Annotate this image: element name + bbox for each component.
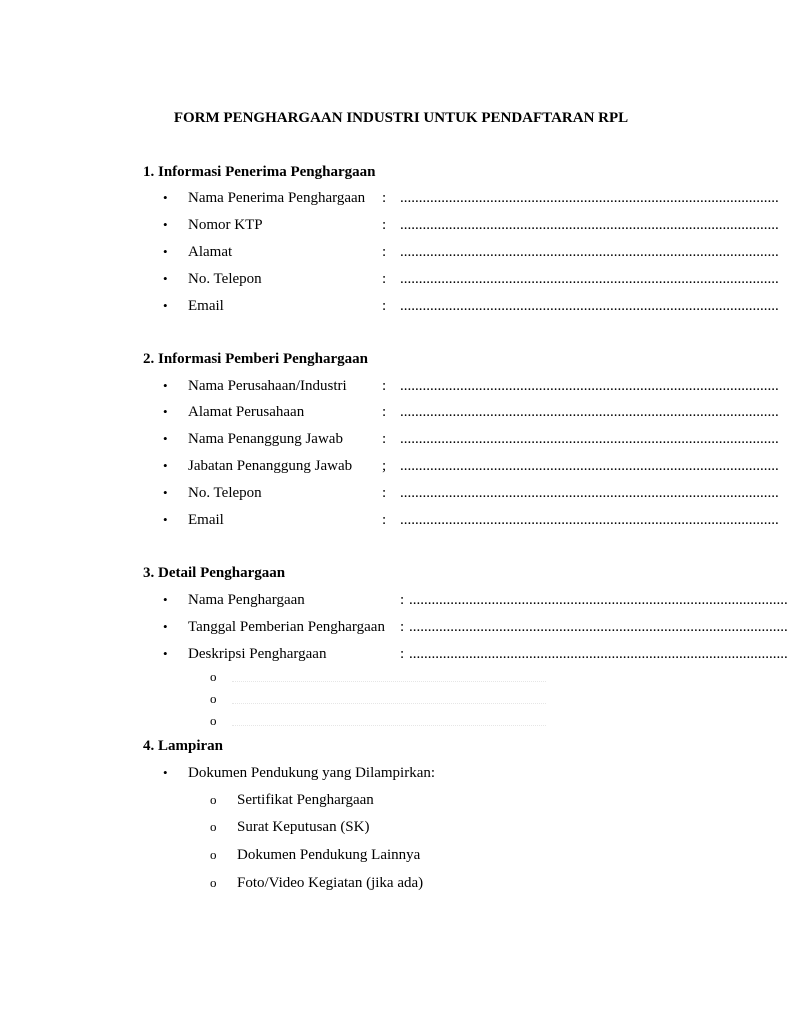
field-separator: ; (382, 458, 387, 474)
sub-bullet: o (210, 669, 217, 684)
field-separator: : (400, 619, 405, 635)
field-row (0, 271, 779, 291)
blank-line[interactable] (232, 681, 546, 682)
bullet: • (163, 619, 168, 634)
sub-list-item (0, 669, 768, 689)
section-4-heading: 4. Lampiran (143, 738, 224, 754)
fill-in-line[interactable]: ..................................................................................................... (400, 404, 779, 420)
field-label: Nama Penanggung Jawab (188, 431, 343, 447)
sub-list-item (0, 875, 768, 895)
fill-in-line[interactable]: ..................................................................................................... (400, 190, 779, 206)
fill-in-line[interactable]: ..................................................................................................... (400, 378, 779, 394)
field-row (0, 458, 779, 478)
section-2-heading: 2. Informasi Pemberi Penghargaan (143, 351, 368, 367)
field-row (0, 244, 779, 264)
blank-line[interactable] (232, 725, 546, 726)
field-separator: : (382, 378, 387, 394)
fill-in-line[interactable]: ..................................................................................................... (400, 512, 779, 528)
field-row (0, 217, 779, 237)
bullet: • (163, 512, 168, 527)
bullet: • (163, 271, 168, 286)
field-separator: : (382, 217, 387, 233)
fill-in-line[interactable]: ..................................................................................................... (400, 485, 779, 501)
field-separator: : (382, 431, 387, 447)
field-label: Jabatan Penanggung Jawab (188, 458, 353, 474)
list-item (0, 765, 768, 785)
field-label: Nama Perusahaan/Industri (188, 378, 347, 394)
field-label: Email (188, 298, 224, 314)
blank-line[interactable] (232, 703, 546, 704)
fill-in-line[interactable]: ..................................................................................................... (400, 298, 779, 314)
fill-in-line[interactable]: ..................................................................................................... (400, 458, 779, 474)
sub-list-item (0, 691, 768, 711)
sub-bullet: o (210, 819, 217, 834)
field-separator: : (382, 485, 387, 501)
field-row (0, 646, 788, 666)
field-label: Tanggal Pemberian Penghargaan (188, 619, 385, 635)
bullet: • (163, 244, 168, 259)
bullet: • (163, 485, 168, 500)
field-row (0, 512, 779, 532)
bullet: • (163, 217, 168, 232)
field-row (0, 298, 779, 318)
sub-list-item (0, 792, 768, 812)
bullet: • (163, 458, 168, 473)
field-separator: : (400, 646, 405, 662)
field-label: Alamat (188, 244, 233, 260)
field-row (0, 378, 779, 398)
field-row (0, 592, 788, 612)
sub-bullet: o (210, 691, 217, 706)
field-label: Alamat Perusahaan (188, 404, 305, 420)
fill-in-line[interactable]: ..................................................................................................... (409, 619, 788, 635)
fill-in-line[interactable]: ..................................................................................................... (400, 431, 779, 447)
attachment-label: Foto/Video Kegiatan (jika ada) (237, 875, 424, 891)
sub-bullet: o (210, 847, 217, 862)
bullet: • (163, 298, 168, 313)
sub-list-item (0, 819, 768, 839)
sub-bullet: o (210, 875, 217, 890)
field-row (0, 404, 779, 424)
fill-in-line[interactable]: ..................................................................................................... (409, 592, 788, 608)
field-row (0, 190, 779, 210)
fill-in-line[interactable]: ..................................................................................................... (409, 646, 788, 662)
field-separator: : (382, 404, 387, 420)
attachment-label: Sertifikat Penghargaan (237, 792, 374, 808)
field-label: No. Telepon (188, 271, 262, 287)
bullet: • (163, 190, 168, 205)
field-row (0, 619, 788, 639)
field-label: Deskripsi Penghargaan (188, 646, 327, 662)
field-row (0, 485, 779, 505)
field-separator: : (382, 244, 387, 260)
field-label: Nomor KTP (188, 217, 263, 233)
bullet: • (163, 431, 168, 446)
field-separator: : (400, 592, 405, 608)
field-separator: : (382, 298, 387, 314)
sub-bullet: o (210, 792, 217, 807)
sub-list-item (0, 847, 768, 867)
attachment-label: Surat Keputusan (SK) (237, 819, 370, 835)
field-row (0, 431, 779, 451)
fill-in-line[interactable]: ..................................................................................................... (400, 217, 779, 233)
bullet: • (163, 404, 168, 419)
field-label: Nama Penghargaan (188, 592, 305, 608)
form-title: FORM PENGHARGAAN INDUSTRI UNTUK PENDAFTARAN RPL (173, 110, 629, 126)
list-item-label: Dokumen Pendukung yang Dilampirkan: (188, 765, 436, 781)
field-separator: : (382, 512, 387, 528)
field-label: Email (188, 512, 224, 528)
sub-bullet: o (210, 713, 217, 728)
fill-in-line[interactable]: ..................................................................................................... (400, 244, 779, 260)
field-label: Nama Penerima Penghargaan (188, 190, 366, 206)
field-label: No. Telepon (188, 485, 262, 501)
bullet: • (163, 592, 168, 607)
field-separator: : (382, 190, 387, 206)
field-separator: : (382, 271, 387, 287)
attachment-label: Dokumen Pendukung Lainnya (237, 847, 421, 863)
bullet: • (163, 765, 168, 780)
bullet: • (163, 646, 168, 661)
fill-in-line[interactable]: ..................................................................................................... (400, 271, 779, 287)
section-3-heading: 3. Detail Penghargaan (143, 565, 286, 581)
bullet: • (163, 378, 168, 393)
section-1-heading: 1. Informasi Penerima Penghargaan (143, 164, 376, 180)
sub-list-item (0, 713, 768, 733)
